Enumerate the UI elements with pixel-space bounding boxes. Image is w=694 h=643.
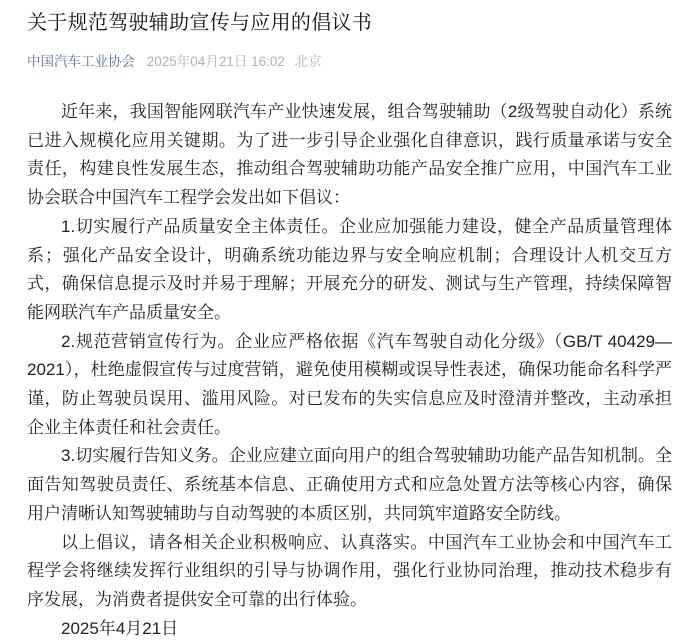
paragraph-item-3: 3.切实履行告知义务。企业应建立面向用户的组合驾驶辅助功能产品告知机制。全面告知驾驶员责任、系统基本信息、正确使用方式和应急处置方法等核心内容，确保用户清晰认知驾驶辅助与自动驾驶的本质区别，共同筑牢道路安全防线。 (27, 446, 672, 523)
article-meta (27, 52, 672, 72)
paragraph-intro: 近年来，我国智能网联汽车产业快速发展，组合驾驶辅助（2级驾驶自动化）系统已进入规模化应用关键期。为了进一步引导企业强化自律意识，践行质量承诺与安全责任，构建良性发展生态，推动组合驾驶辅助功能产品安全推广应用，中国汽车工业协会联合中国汽车工程学会发出如下倡议： (27, 102, 672, 208)
article-body (27, 98, 672, 643)
paragraph-item-2: 2.规范营销宣传行为。企业应严格依据《汽车驾驶自动化分级》（GB/T 40429—2021），杜绝虚假宣传与过度营销，避免使用模糊或误导性表述，确保功能命名科学严谨，防止驾驶员误用、滥用风险。对已发布的失实信息应及时澄清并整改，主动承担企业主体责任和社会责任。 (27, 331, 672, 437)
article-title: 关于规范驾驶辅助宣传与应用的倡议书 (27, 12, 373, 34)
publish-location: 北京 (294, 54, 322, 69)
author-link[interactable]: 中国汽车工业协会 (27, 54, 135, 69)
paragraph-item-1: 1.切实履行产品质量安全主体责任。企业应加强能力建设，健全产品质量管理体系；强化产品安全设计，明确系统功能边界与安全响应机制；合理设计人机交互方式，确保信息提示及时并易于理解；开展充分的研发、测试与生产管理，持续保障智能网联汽车产品质量安全。 (27, 216, 672, 322)
publish-datetime: 2025年04月21日 16:02 (146, 54, 285, 69)
signature-date: 2025年4月21日 (61, 618, 179, 638)
paragraph-closing: 以上倡议，请各相关企业积极响应、认真落实。中国汽车工业协会和中国汽车工程学会将继续发挥行业组织的引导与协调作用，强化行业协同治理，推动技术稳步有序发展，为消费者提供安全可靠的出行体验。 (27, 532, 672, 609)
